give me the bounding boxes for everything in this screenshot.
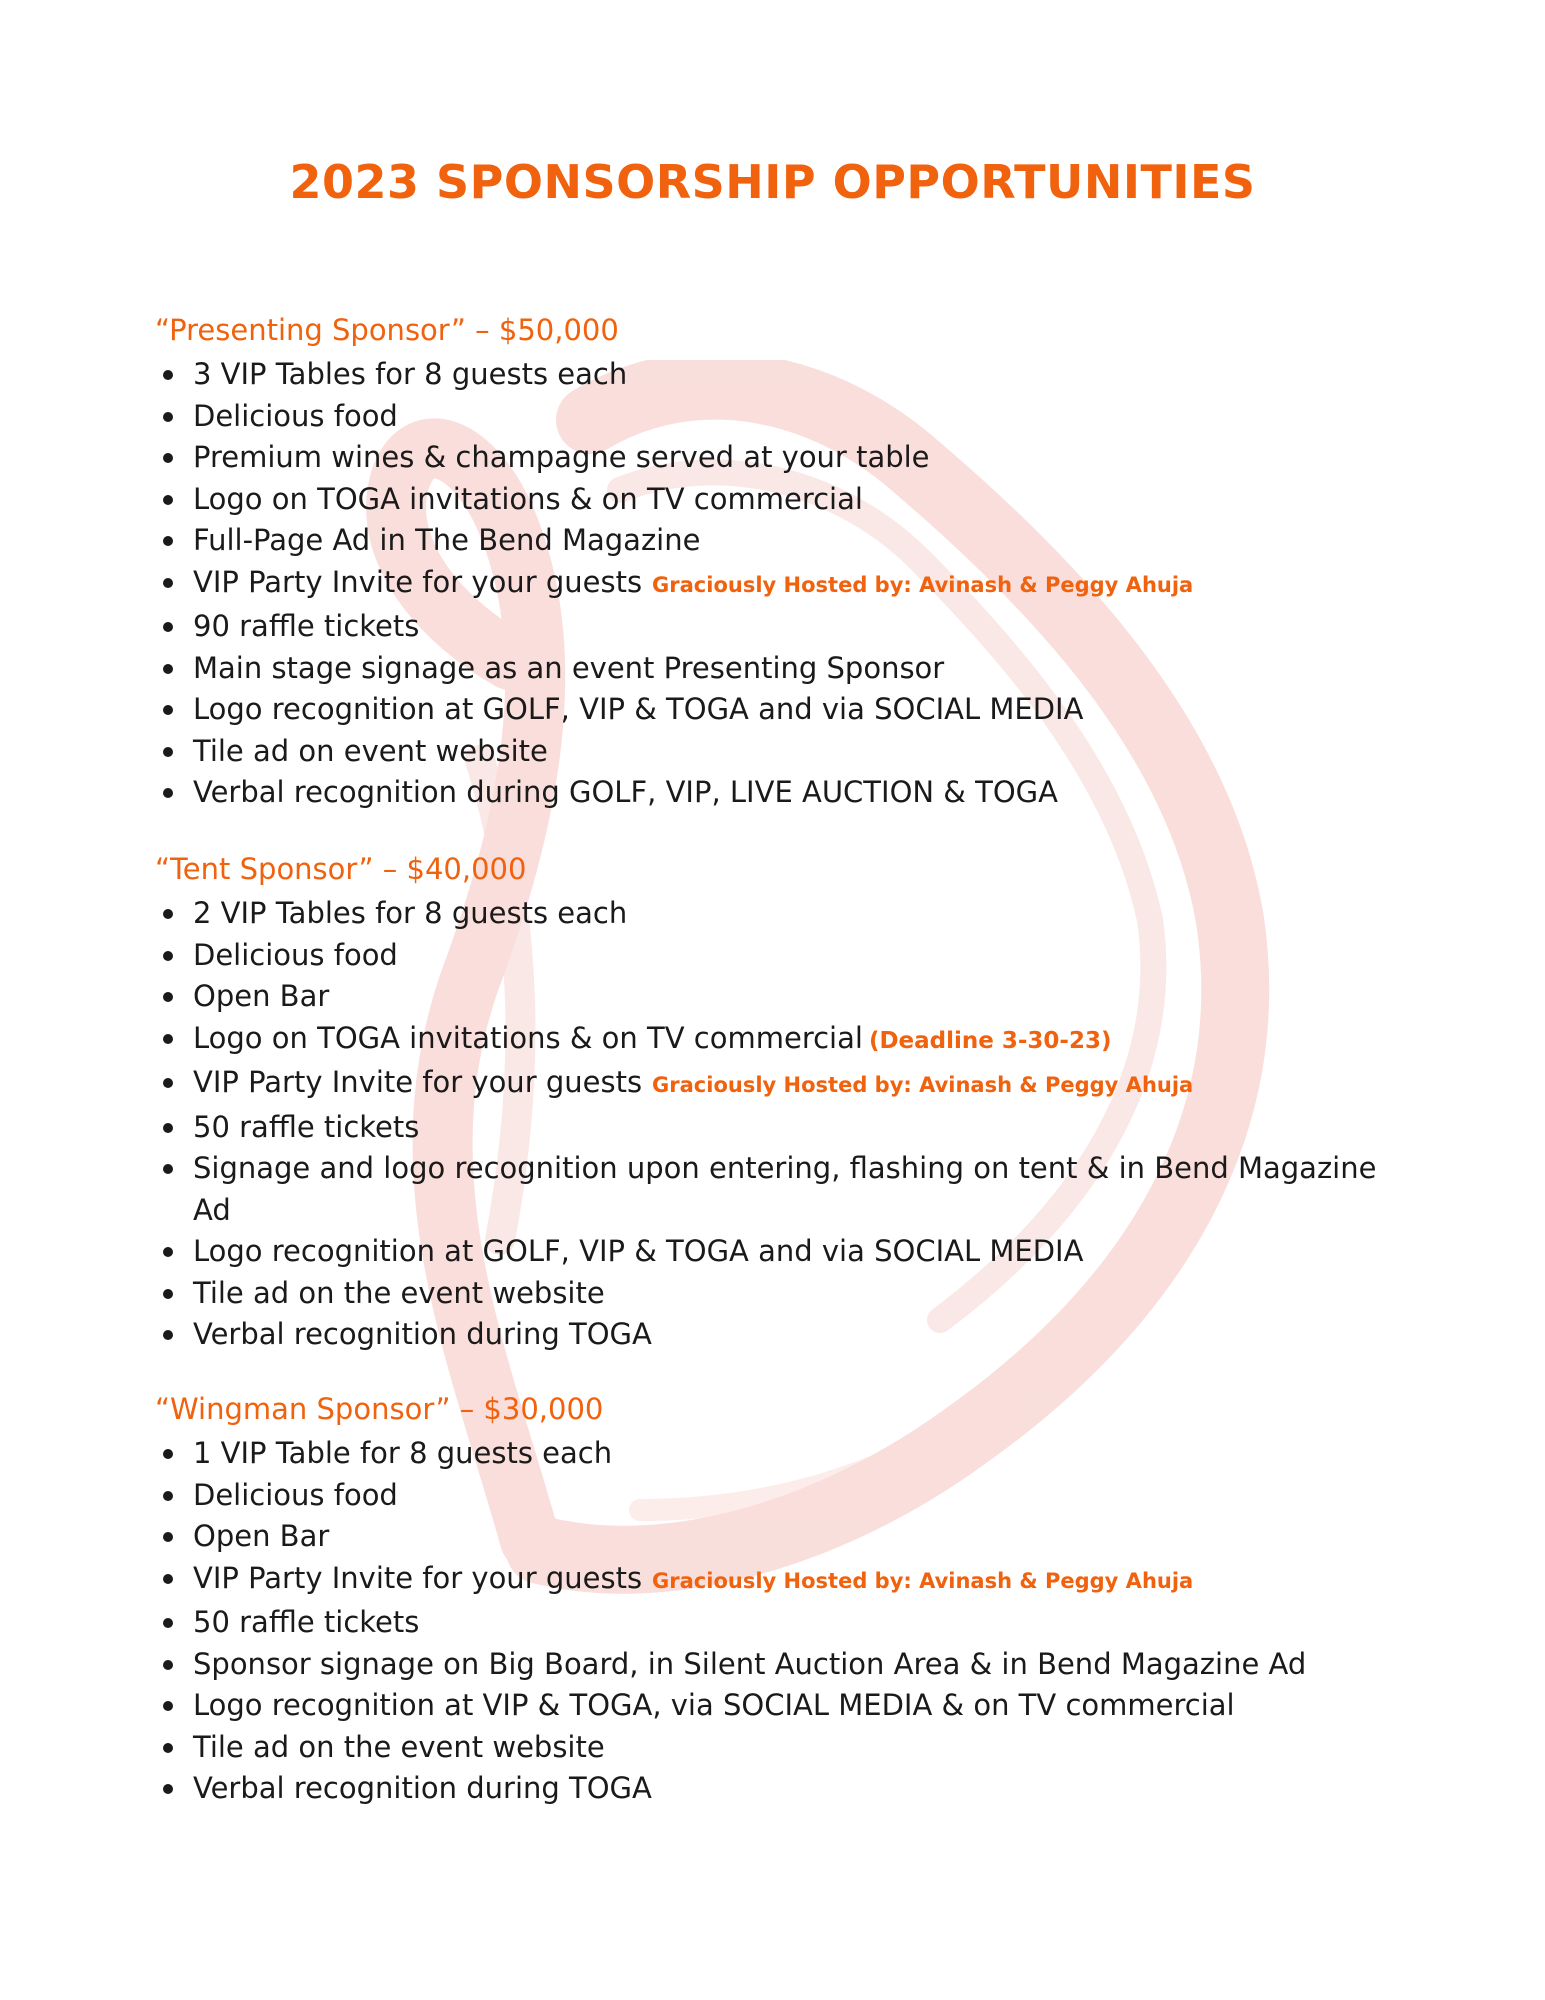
bullet-icon xyxy=(163,370,173,380)
list-item: Tile ad on event website xyxy=(155,731,1405,773)
bullet-icon xyxy=(163,1784,173,1794)
bullet-icon xyxy=(163,578,173,588)
list-item: Verbal recognition during TOGA xyxy=(155,1768,1405,1810)
benefit-list xyxy=(155,1433,1405,1810)
bullet-icon xyxy=(163,495,173,505)
bullet-icon xyxy=(163,951,173,961)
bullet-icon xyxy=(163,1618,173,1628)
bullet-icon xyxy=(163,1574,173,1584)
host-note: Graciously Hosted by: Avinash & Peggy Ahuja xyxy=(652,1073,1194,1097)
list-item: Verbal recognition during GOLF, VIP, LIVE AUCTION & TOGA xyxy=(155,772,1405,814)
list-item: VIP Party Invite for your guests Graciously Hosted by: Avinash & Peggy Ahuja xyxy=(155,562,1405,607)
list-item: 3 VIP Tables for 8 guests each xyxy=(155,354,1405,396)
wingman-sponsor-section xyxy=(155,1385,1405,1810)
bullet-icon xyxy=(163,705,173,715)
bullet-icon xyxy=(163,1449,173,1459)
list-item: Main stage signage as an event Presenting Sponsor xyxy=(155,648,1405,690)
list-item: Delicious food xyxy=(155,1475,1405,1517)
benefit-list xyxy=(155,354,1405,814)
benefit-list xyxy=(155,893,1405,1356)
presenting-sponsor-section xyxy=(155,306,1405,814)
section-heading: “Tent Sponsor” – $40,000 xyxy=(155,852,527,886)
bullet-icon xyxy=(163,1701,173,1711)
list-item: Delicious food xyxy=(155,396,1405,438)
bullet-icon xyxy=(163,1743,173,1753)
tent-sponsor-section xyxy=(155,845,1405,1356)
list-item: 50 raffle tickets xyxy=(155,1107,1405,1149)
list-item: Verbal recognition during TOGA xyxy=(155,1314,1405,1356)
bullet-icon xyxy=(163,747,173,757)
list-item: 2 VIP Tables for 8 guests each xyxy=(155,893,1405,935)
bullet-icon xyxy=(163,453,173,463)
bullet-icon xyxy=(163,622,173,632)
list-item: Tile ad on the event website xyxy=(155,1273,1405,1315)
bullet-icon xyxy=(163,1330,173,1340)
host-note: Graciously Hosted by: Avinash & Peggy Ahuja xyxy=(652,1568,1194,1593)
list-item: Full-Page Ad in The Bend Magazine xyxy=(155,520,1405,562)
bullet-icon xyxy=(163,1034,173,1044)
bullet-icon xyxy=(163,1660,173,1670)
list-item: Delicious food xyxy=(155,935,1405,977)
bullet-icon xyxy=(163,1532,173,1542)
bullet-icon xyxy=(163,1123,173,1133)
list-item: Tile ad on the event website xyxy=(155,1727,1405,1769)
section-heading: “Wingman Sponsor” – $30,000 xyxy=(155,1392,604,1426)
host-note: Graciously Hosted by: Avinash & Peggy Ahuja xyxy=(652,572,1194,597)
page-title: 2023 SPONSORSHIP OPPORTUNITIES xyxy=(289,155,1256,209)
list-item: Open Bar xyxy=(155,976,1405,1018)
list-item: VIP Party Invite for your guests Graciously Hosted by: Avinash & Peggy Ahuja xyxy=(155,1558,1405,1603)
list-item: VIP Party Invite for your guests Graciously Hosted by: Avinash & Peggy Ahuja xyxy=(155,1062,1405,1107)
list-item: Logo on TOGA invitations & on TV commercial (Deadline 3-30-23) xyxy=(155,1018,1405,1063)
bullet-icon xyxy=(163,412,173,422)
list-item: Premium wines & champagne served at your table xyxy=(155,437,1405,479)
bullet-icon xyxy=(163,992,173,1002)
bullet-icon xyxy=(163,536,173,546)
list-item: 1 VIP Table for 8 guests each xyxy=(155,1433,1405,1475)
list-item: Logo recognition at GOLF, VIP & TOGA and via SOCIAL MEDIA xyxy=(155,1231,1405,1273)
bullet-icon xyxy=(163,1247,173,1257)
bullet-icon xyxy=(163,1289,173,1299)
deadline-note: (Deadline 3-30-23) xyxy=(868,1027,1112,1054)
list-item: 90 raffle tickets xyxy=(155,606,1405,648)
list-item: Logo recognition at VIP & TOGA, via SOCIAL MEDIA & on TV commercial xyxy=(155,1685,1405,1727)
section-heading: “Presenting Sponsor” – $50,000 xyxy=(155,313,619,347)
list-item: Open Bar xyxy=(155,1516,1405,1558)
bullet-icon xyxy=(163,1491,173,1501)
bullet-icon xyxy=(163,909,173,919)
bullet-icon xyxy=(163,788,173,798)
bullet-icon xyxy=(163,664,173,674)
bullet-icon xyxy=(163,1078,173,1088)
bullet-icon xyxy=(163,1164,173,1174)
list-item: 50 raffle tickets xyxy=(155,1602,1405,1644)
list-item: Logo recognition at GOLF, VIP & TOGA and via SOCIAL MEDIA xyxy=(155,689,1405,731)
list-item: Sponsor signage on Big Board, in Silent Auction Area & in Bend Magazine Ad xyxy=(155,1644,1405,1686)
list-item: Logo on TOGA invitations & on TV commercial xyxy=(155,479,1405,521)
list-item: Signage and logo recognition upon entering, flashing on tent & in Bend Magazine Ad xyxy=(155,1148,1405,1231)
